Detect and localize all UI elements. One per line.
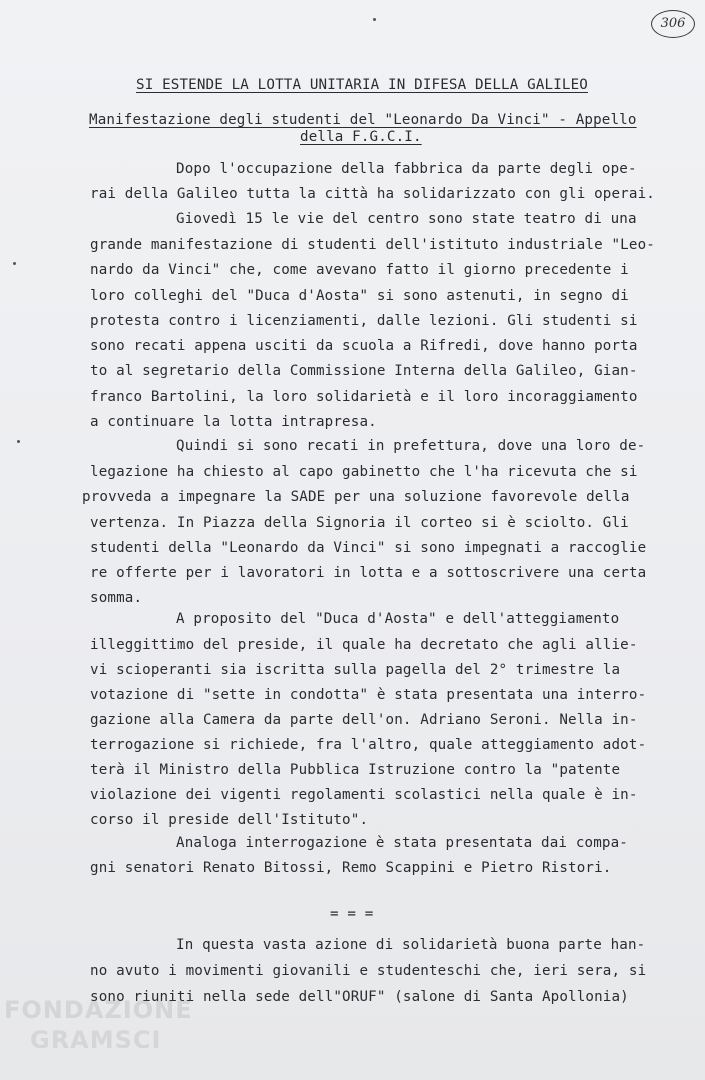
- body-line: rai della Galileo tutta la città ha solidarizzato con gli operai.: [90, 186, 655, 202]
- body-line: gni senatori Renato Bitossi, Remo Scappini e Pietro Ristori.: [90, 860, 612, 876]
- body-line: no avuto i movimenti giovanili e studenteschi che, ieri sera, si: [90, 963, 647, 979]
- body-line: corso il preside dell'Istituto".: [90, 812, 369, 828]
- body-line: a continuare la lotta intrapresa.: [90, 414, 377, 430]
- body-line: Quindi si sono recati in prefettura, dove una loro de-: [176, 438, 646, 454]
- body-line: grande manifestazione di studenti dell'istituto industriale "Leo-: [90, 237, 655, 253]
- body-line: provveda a impegnare la SADE per una soluzione favorevole della: [82, 489, 630, 505]
- body-line: In questa vasta azione di solidarietà buona parte han-: [176, 937, 646, 953]
- document-title: SI ESTENDE LA LOTTA UNITARIA IN DIFESA DELLA GALILEO: [136, 77, 588, 93]
- body-line: studenti della "Leonardo da Vinci" si sono impegnati a raccoglie: [90, 540, 647, 556]
- body-line: legazione ha chiesto al capo gabinetto che l'ha ricevuta che si: [90, 464, 638, 480]
- body-line: terà il Ministro della Pubblica Istruzione contro la "patente: [90, 762, 621, 778]
- body-line: loro colleghi del "Duca d'Aosta" si sono astenuti, in segno di: [90, 288, 629, 304]
- page-number: 306: [651, 10, 695, 38]
- body-line: protesta contro i licenziamenti, dalle lezioni. Gli studenti si: [90, 313, 638, 329]
- speck: [373, 18, 376, 21]
- body-line: Giovedì 15 le vie del centro sono state teatro di una: [176, 211, 637, 227]
- body-line: terrogazione si richiede, fra l'altro, quale atteggiamento adot-: [90, 737, 647, 753]
- watermark: GRAMSCI: [30, 1026, 162, 1054]
- body-line: to al segretario della Commissione Interna della Galileo, Gian-: [90, 363, 638, 379]
- body-line: somma.: [90, 590, 143, 606]
- body-line: A proposito del "Duca d'Aosta" e dell'atteggiamento: [176, 611, 620, 627]
- speck: [13, 262, 16, 265]
- body-line: votazione di "sette in condotta" è stata presentata una interro-: [90, 687, 647, 703]
- body-line: violazione dei vigenti regolamenti scolastici nella quale è in-: [90, 787, 638, 803]
- body-line: Analoga interrogazione è stata presentata dai compa-: [176, 835, 628, 851]
- body-line: illeggittimo del preside, il quale ha decretato che agli allie-: [90, 637, 638, 653]
- body-line: sono recati appena usciti da scuola a Rifredi, dove hanno porta: [90, 338, 638, 354]
- body-line: vi scioperanti sia iscritta sulla pagella del 2° trimestre la: [90, 662, 621, 678]
- body-line: franco Bartolini, la loro solidarietà e il loro incoraggiamento: [90, 389, 638, 405]
- body-line: vertenza. In Piazza della Signoria il corteo si è sciolto. Gli: [90, 515, 629, 531]
- watermark: FONDAZIONE: [4, 996, 193, 1024]
- body-line: nardo da Vinci" che, come avevano fatto il giorno precedente i: [90, 262, 629, 278]
- subtitle-line-2: della F.G.C.I.: [300, 129, 422, 145]
- body-line: Dopo l'occupazione della fabbrica da parte degli ope-: [176, 161, 637, 177]
- subtitle-line-1: Manifestazione degli studenti del "Leonardo Da Vinci" - Appello: [89, 112, 637, 128]
- body-line: re offerte per i lavoratori in lotta e a sottoscrivere una certa: [90, 565, 647, 581]
- body-line: sono riuniti nella sede dell"ORUF" (salone di Santa Apollonia): [90, 989, 629, 1005]
- body-line: gazione alla Camera da parte dell'on. Adriano Seroni. Nella in-: [90, 712, 638, 728]
- section-separator: = = =: [330, 906, 374, 922]
- speck: [17, 440, 20, 443]
